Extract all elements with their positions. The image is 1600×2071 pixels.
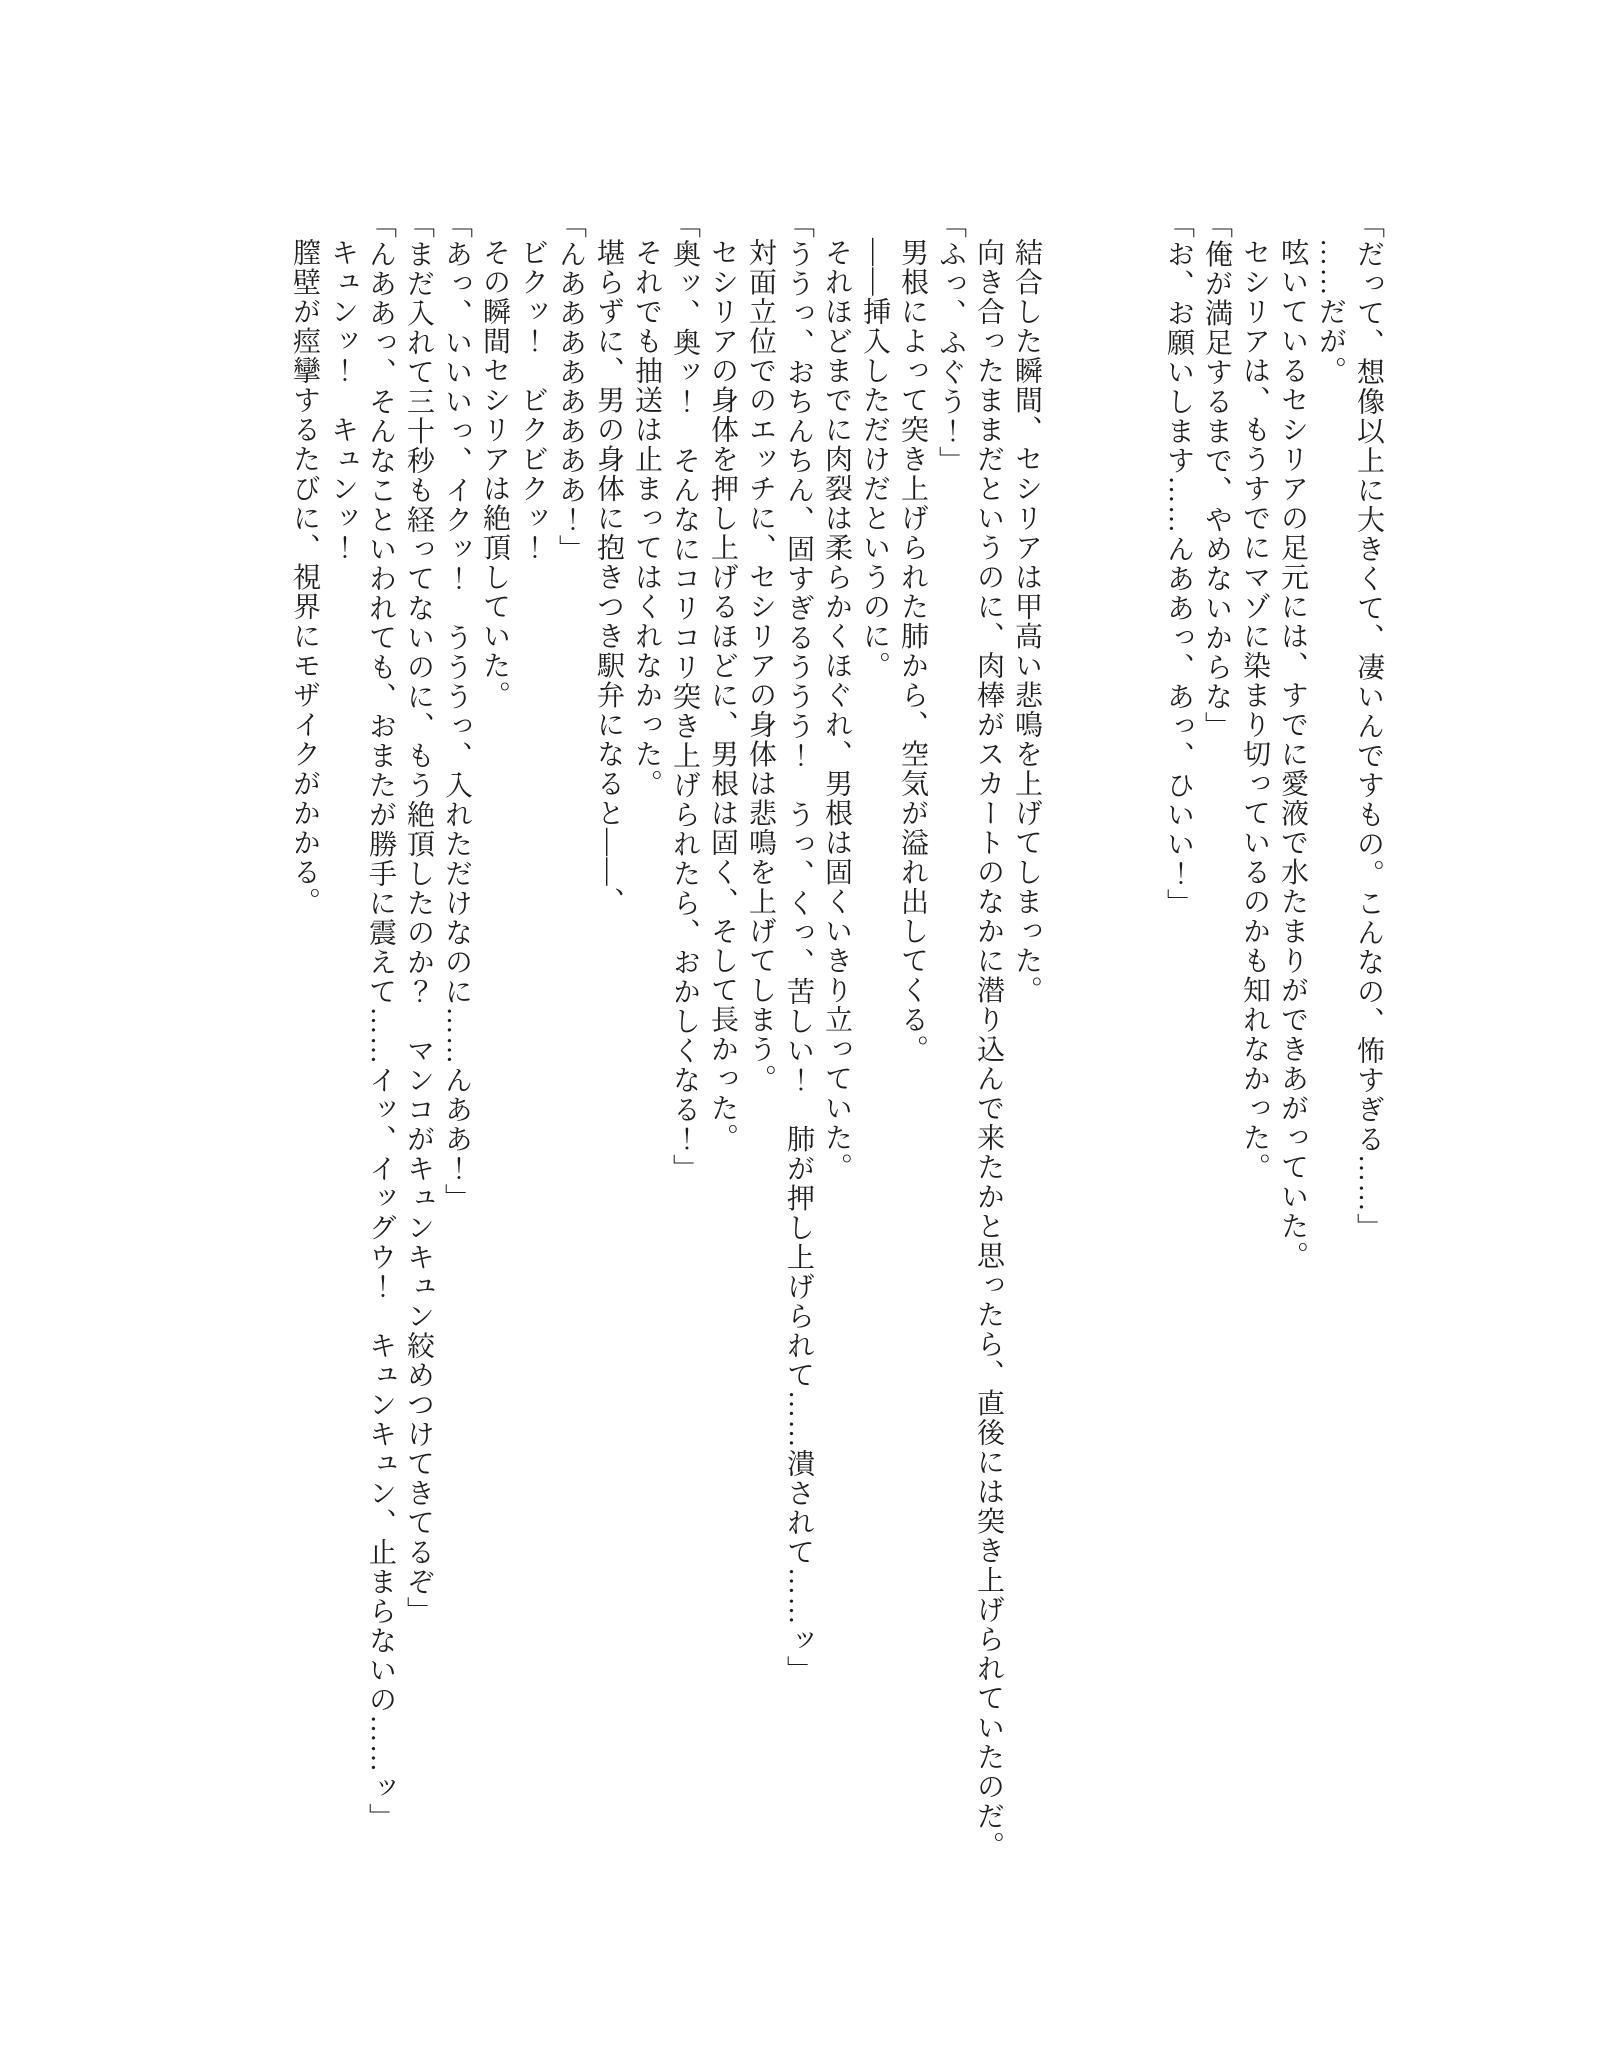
- paragraph: ……だが。: [1315, 238, 1346, 386]
- vertical-text-block: [285, 210, 1387, 1870]
- paragraph: 「んああああああああ！」: [555, 210, 586, 564]
- paragraph: 「お、お願いします……んああっ、あっ、ひいい！」: [1163, 210, 1194, 918]
- paragraph: 「ううっ、おちんちん、固すぎるううう！ うっ、くっ、苦しい！ 肺が押し上げられて……潰されて……ッ」: [783, 210, 814, 1685]
- paragraph: 「だって、想像以上に大きくて、凄いんですもの。こんなの、怖すぎる……」: [1353, 210, 1384, 1243]
- paragraph: 「あっ、いいいっ、イクッ！ うううっ、入れただけなのに……んああ！」: [441, 210, 472, 1213]
- paragraph: 向き合ったままだというのに、肉棒がスカートのなかに潜り込んで来たかと思ったら、直後には突き上げられていたのだ。: [973, 238, 1004, 1861]
- paragraph: その瞬間セシリアは絶頂していた。: [479, 238, 510, 710]
- paragraph: 堪らずに、男の身体に抱きつき駅弁になると――、: [593, 238, 624, 917]
- paragraph: キュンッ！ キュンッ！: [327, 238, 358, 563]
- paragraph: ――挿入しただけだというのに。: [859, 238, 890, 681]
- paragraph: 「まだ入れて三十秒も経ってないのに、もう絶頂したのか？ マンコがキュンキュン絞めつけてきてるぞ」: [403, 210, 434, 1626]
- paragraph: 「んああっ、そんなこといわれても、おまたが勝手に震えて……イッ、イッグウ！ キュンキュン、止まらないの……ッ」: [365, 210, 396, 1833]
- paragraph: それでも抽送は止まってはくれなかった。: [631, 238, 662, 799]
- paragraph: 男根によって突き上げられた肺から、空気が溢れ出してくる。: [897, 238, 928, 1064]
- paragraph-section-start: 結合した瞬間、セシリアは甲高い悲鳴を上げてしまった。: [1011, 238, 1042, 1005]
- paragraph: それほどまでに肉裂は柔らかくほぐれ、男根は固くいきり立っていた。: [821, 238, 852, 1182]
- paragraph: 「ふっ、ふぐう！」: [935, 210, 966, 476]
- paragraph: セシリアは、もうすでにマゾに染まり切っているのかも知れなかった。: [1239, 238, 1270, 1182]
- paragraph: 膣壁が痙攣するたびに、視界にモザイクがかかる。: [289, 238, 320, 917]
- paragraph: 「俺が満足するまで、やめないからな」: [1201, 210, 1232, 741]
- paragraph: ビクッ！ ビクビクッ！: [517, 238, 548, 563]
- paragraph: セシリアの身体を押し上げるほどに、男根は固く、そして長かった。: [707, 238, 738, 1153]
- paragraph: 「奥ッ、奥ッ！ そんなにコリコリ突き上げられたら、おかしくなる！」: [669, 210, 700, 1184]
- paragraph: 対面立位でのエッチに、セシリアの身体は悲鳴を上げてしまう。: [745, 238, 776, 1094]
- paragraph: 呟いているセシリアの足元には、すでに愛液で水たまりができあがっていた。: [1277, 238, 1308, 1271]
